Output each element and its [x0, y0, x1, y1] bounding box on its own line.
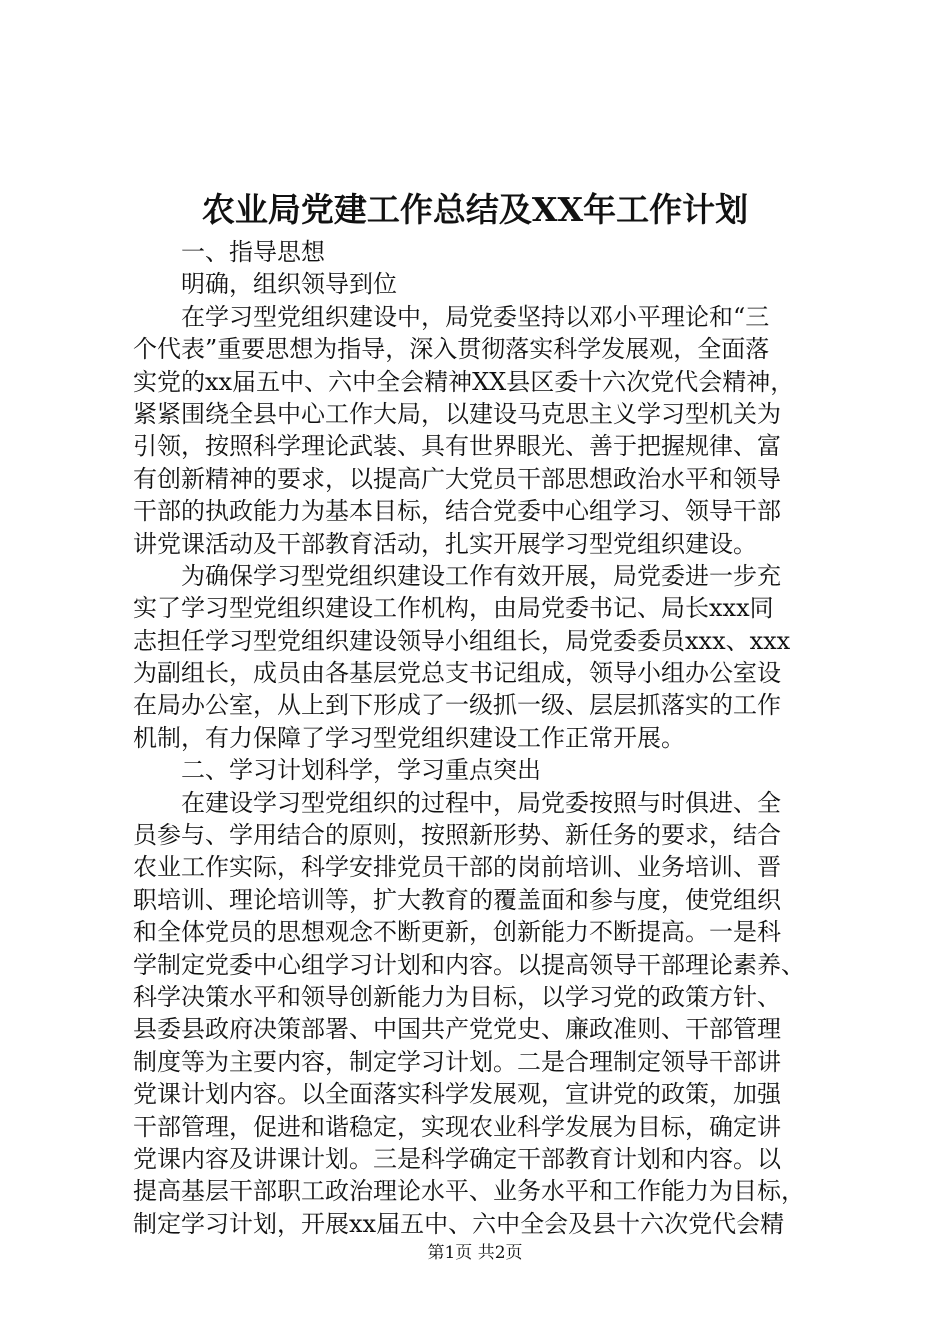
paragraph-line: 县委县政府决策部署、中国共产党党史、廉政准则、干部管理: [133, 1015, 781, 1044]
paragraph-line: 提高基层干部职工政治理论水平、业务水平和工作能力为目标，: [133, 1177, 805, 1206]
section-heading: 一、指导思想: [181, 238, 325, 266]
paragraph-line: 制定学习计划，开展xx届五中、六中全会及县十六次党代会精: [133, 1209, 785, 1238]
document-title: 农业局党建工作总结及XX年工作计划: [201, 190, 749, 229]
paragraph-line: 在建设学习型党组织的过程中，局党委按照与时俱进、全: [181, 788, 781, 817]
paragraph-line: 制度等为主要内容，制定学习计划。二是合理制定领导干部讲: [133, 1047, 781, 1076]
paragraph-line: 志担任学习型党组织建设领导小组组长，局党委委员xxx、xxx: [133, 626, 791, 655]
paragraph-line: 党课计划内容。以全面落实科学发展观，宣讲党的政策，加强: [133, 1080, 781, 1109]
paragraph-line: 员参与、学用结合的原则，按照新形势、新任务的要求，结合: [133, 821, 781, 850]
paragraph-line: 为确保学习型党组织建设工作有效开展，局党委进一步充: [181, 561, 781, 590]
paragraph-line: 科学决策水平和领导创新能力为目标，以学习党的政策方针、: [133, 982, 781, 1011]
paragraph-line: 引领，按照科学理论武装、具有世界眼光、善于把握规律、富: [133, 432, 781, 461]
subheading: 明确，组织领导到位: [181, 270, 397, 299]
paragraph-line: 和全体党员的思想观念不断更新，创新能力不断提高。一是科: [133, 918, 781, 947]
paragraph-line: 实了学习型党组织建设工作机构，由局党委书记、局长xxx同: [133, 594, 774, 623]
paragraph-line: 在学习型党组织建设中，局党委坚持以邓小平理论和“三: [181, 302, 770, 331]
paragraph-line: 实党的xx届五中、六中全会精神XX县区委十六次党代会精神，: [133, 367, 795, 396]
paragraph-line: 个代表”重要思想为指导，深入贯彻落实科学发展观，全面落: [133, 335, 770, 364]
paragraph-line: 为副组长，成员由各基层党总支书记组成，领导小组办公室设: [133, 659, 781, 688]
paragraph-line: 学制定党委中心组学习计划和内容。以提高领导干部理论素养、: [133, 950, 805, 979]
paragraph-line: 有创新精神的要求，以提高广大党员干部思想政治水平和领导: [133, 464, 781, 493]
page-number: 第1页 共2页: [427, 1243, 523, 1263]
paragraph-line: 党课内容及讲课计划。三是科学确定干部教育计划和内容。以: [133, 1144, 781, 1173]
paragraph-line: 干部管理，促进和谐稳定，实现农业科学发展为目标，确定讲: [133, 1112, 781, 1141]
paragraph-line: 职培训、理论培训等，扩大教育的覆盖面和参与度，使党组织: [133, 885, 781, 914]
paragraph-line: 干部的执政能力为基本目标，结合党委中心组学习、领导干部: [133, 497, 781, 526]
document-body: [133, 236, 833, 1240]
paragraph-line: 在局办公室，从上到下形成了一级抓一级、层层抓落实的工作: [133, 691, 781, 720]
paragraph-line: 讲党课活动及干部教育活动，扎实开展学习型党组织建设。: [133, 529, 757, 558]
paragraph-line: 紧紧围绕全县中心工作大局，以建设马克思主义学习型机关为: [133, 399, 781, 428]
paragraph-line: 农业工作实际，科学安排党员干部的岗前培训、业务培训、晋: [133, 853, 781, 882]
paragraph-line: 机制，有力保障了学习型党组织建设工作正常开展。: [133, 723, 685, 752]
section-heading: 二、学习计划科学，学习重点突出: [181, 756, 541, 785]
